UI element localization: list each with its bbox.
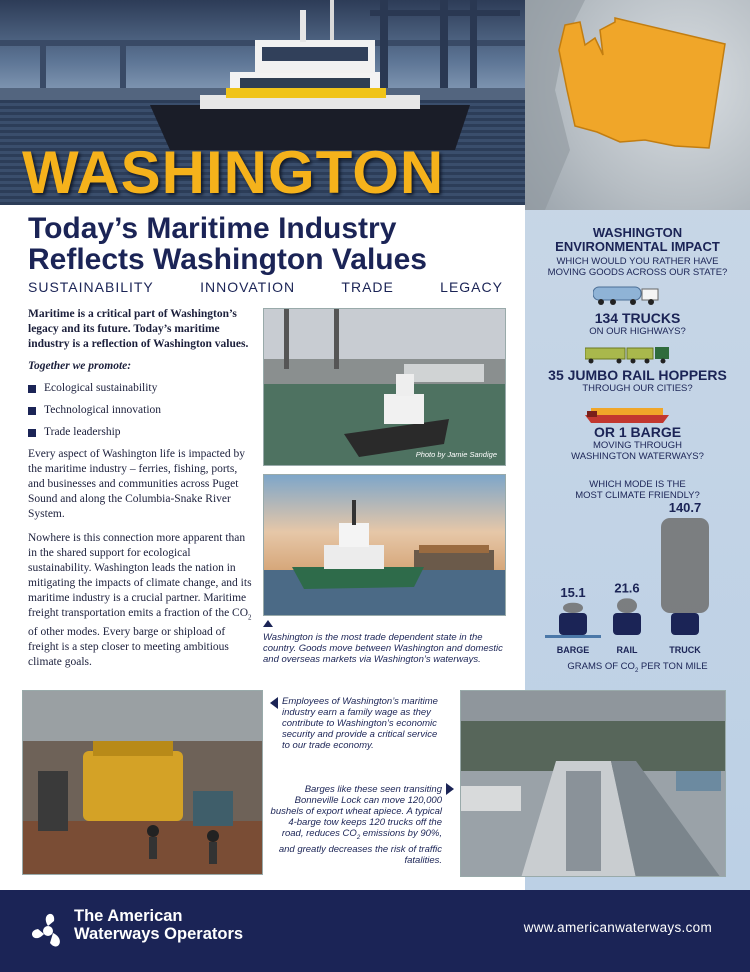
chart-category-label: BARGE	[556, 645, 590, 655]
chart-question	[525, 479, 750, 501]
caption-pointer-up-icon	[263, 620, 273, 627]
emissions-chart	[525, 500, 750, 660]
caption-barges	[270, 784, 442, 866]
para2-end: of other modes. Every barge or shipload of freight is a step closer to meeting ambitious climate goals.	[28, 626, 229, 669]
org-name-line1: The American	[74, 907, 183, 925]
chart-value-label: 21.6	[614, 580, 640, 596]
chart-value-label: 140.7	[668, 500, 702, 515]
impact-title	[525, 226, 750, 254]
rail-icon	[585, 345, 671, 365]
propeller-logo-icon	[26, 909, 70, 953]
bullet-text: Ecological sustainability	[44, 382, 158, 394]
impact-question-line2: MOVING GOODS ACROSS OUR STATE?	[547, 267, 728, 278]
headline-line2: Reflects Washington Values	[28, 243, 427, 276]
impact-title-line2: ENVIRONMENTAL IMPACT	[555, 239, 720, 254]
photo-bonneville-lock	[460, 690, 726, 877]
headline	[28, 213, 508, 275]
chart-question-line1: WHICH MODE IS THE	[589, 479, 686, 490]
chart-category-label: RAIL	[616, 645, 638, 655]
lead-paragraph: Maritime is a critical part of Washington’s legacy and its future. Today’s maritime industry is a reflection of Washington values.	[28, 308, 249, 350]
photo-credit: Photo by Jamie Sandige	[415, 450, 497, 459]
paragraph-sustainability	[28, 531, 256, 670]
rail-sub: THROUGH OUR CITIES?	[582, 383, 693, 394]
value-innovation: INNOVATION	[200, 279, 296, 295]
para2-sub: 2	[248, 613, 252, 622]
list-item	[28, 403, 256, 418]
trucks-sub: ON OUR HIGHWAYS?	[589, 326, 686, 337]
caption-barges-start: Barges like these seen transiting Bonneville Lock can move 120,000 bushels of export wheat apiece. A typical 4-barge tow keeps 120 trucks off the road, reduces CO	[270, 784, 442, 839]
chart-vehicle-truck-icon	[671, 613, 699, 635]
impact-title-line1: WASHINGTON	[592, 225, 683, 240]
promote-list	[28, 381, 256, 440]
barge-stat: OR 1 BARGE	[593, 424, 682, 440]
list-item	[28, 381, 256, 396]
state-title: WASHINGTON	[22, 139, 445, 205]
barge-sub-line2: WASHINGTON WATERWAYS?	[571, 451, 704, 462]
chart-vehicle-rail-icon	[613, 613, 641, 635]
rail-stat: 35 JUMBO RAIL HOPPERS	[548, 367, 727, 383]
caption-pointer-left-icon	[270, 697, 278, 709]
impact-question	[525, 256, 750, 278]
chart-unit-sub: 2	[634, 667, 639, 674]
paragraph-impact: Every aspect of Washington life is impacted by the maritime industry – ferries, fishing, ports, and businesses and communities across Puget Sound and along the Columbia-Snake River System.	[28, 448, 245, 520]
photo-tug-barge	[263, 474, 506, 616]
website-link[interactable]: www.americanwaterways.com	[523, 920, 712, 935]
bullet-square-icon	[28, 429, 36, 437]
bonneville-lock-image	[461, 691, 726, 877]
bullet-square-icon	[28, 407, 36, 415]
value-legacy: LEGACY	[440, 279, 503, 295]
bullet-text: Technological innovation	[44, 404, 162, 416]
barge-icon	[585, 403, 675, 425]
barge-sub	[525, 440, 750, 462]
caption-employees: Employees of Washington’s maritime industry earn a family wage as they contribute to Washington’s economic security and provide a critical service to our trade economy.	[282, 696, 438, 751]
bullet-text: Trade leadership	[44, 426, 121, 438]
engine-room-image	[23, 691, 263, 875]
photo-engine-room	[22, 690, 263, 875]
header-banner	[0, 0, 525, 205]
chart-unit-end: PER TON MILE	[638, 661, 708, 672]
value-sustainability: SUSTAINABILITY	[28, 279, 154, 295]
chart-bar-rail	[617, 598, 637, 613]
caption-trade: Washington is the most trade dependent state in the country. Goods move between Washington and domestic and overseas markets via Washington’s waterways.	[263, 632, 503, 665]
promote-label: Together we promote:	[28, 360, 132, 372]
body-column	[28, 307, 256, 679]
caption-pointer-right-icon	[446, 783, 454, 795]
footer	[0, 890, 750, 972]
chart-bar-barge	[563, 603, 583, 613]
chart-unit-start: GRAMS OF CO	[567, 661, 635, 672]
chart-value-label: 15.1	[560, 584, 586, 600]
list-item	[28, 425, 256, 440]
impact-question-line1: WHICH WOULD YOU RATHER HAVE	[556, 256, 719, 267]
chart-question-line2: MOST CLIMATE FRIENDLY?	[575, 490, 700, 501]
trucks-stat: 134 TRUCKS	[594, 310, 681, 326]
chart-water-line	[545, 635, 601, 638]
chart-unit-label	[525, 661, 750, 674]
chart-category-label: TRUCK	[669, 645, 701, 655]
tugboat-port-image	[264, 309, 506, 466]
value-trade: TRADE	[341, 279, 394, 295]
washington-map-graphic	[525, 0, 750, 210]
caption-barges-end: emissions by 90%, and greatly decreases the risk of traffic fatalities.	[278, 828, 442, 866]
org-name	[74, 907, 243, 943]
bullet-square-icon	[28, 385, 36, 393]
para2-start: Nowhere is this connection more apparent than in the shared support for ecological sustainability. Washington leads the nation in mitigating the impacts of climate change, and its maritime industry is a crucial partner. Maritime freight transportation emits a fraction of the CO	[28, 532, 252, 619]
photo-tugboat-port	[263, 308, 506, 466]
state-map	[525, 0, 750, 210]
chart-bar-truck	[661, 518, 709, 613]
org-name-line2: Waterways Operators	[74, 925, 244, 943]
tug-barge-image	[264, 475, 506, 616]
chart-vehicle-barge-icon	[559, 613, 587, 635]
values-row	[28, 279, 503, 295]
truck-icon	[593, 284, 663, 306]
barge-sub-line1: MOVING THROUGH	[592, 440, 683, 451]
caption-barges-sub: 2	[356, 834, 361, 841]
headline-line1: Today’s Maritime Industry	[28, 212, 397, 245]
